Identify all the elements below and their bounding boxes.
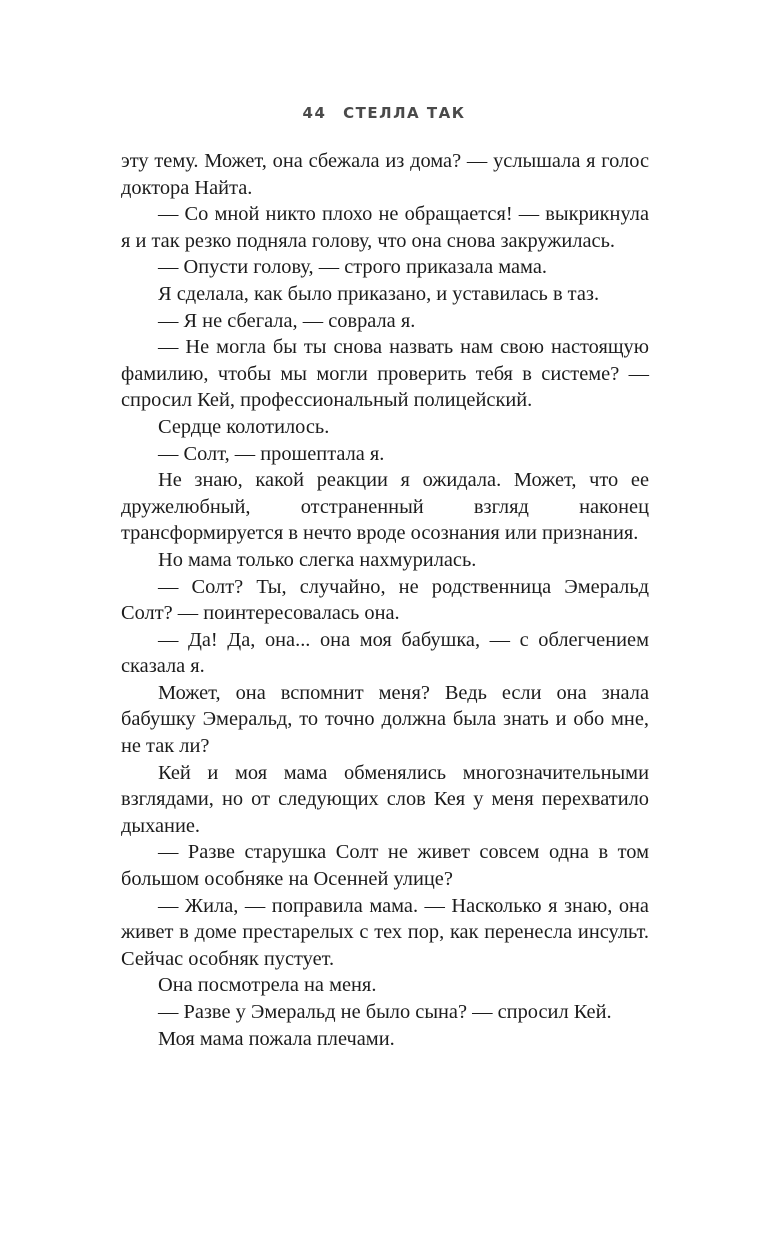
paragraph: — Солт, — прошептала я. bbox=[158, 442, 385, 465]
paragraph: Моя мама пожала плечами. bbox=[158, 1027, 395, 1050]
paragraph: — Да! Да, она... она моя бабушка, — с облегчением сказала я. bbox=[121, 628, 649, 678]
paragraph: Сердце колотилось. bbox=[158, 415, 330, 438]
body-text bbox=[121, 148, 649, 1052]
paragraph: Кей и моя мама обменялись многозначительными взглядами, но от следующих слов Кея у меня перехватило дыхание. bbox=[121, 761, 649, 837]
paragraph: — Я не сбегала, — соврала я. bbox=[158, 309, 416, 332]
paragraph: — Разве у Эмеральд не было сына? — спросил Кей. bbox=[158, 1001, 612, 1023]
paragraph: — Разве старушка Солт не живет совсем одна в том большом особняке на Осенней улице? bbox=[121, 841, 649, 891]
paragraph: — Не могла бы ты снова назвать нам свою настоящую фамилию, чтобы мы могли проверить тебя в системе? — спросил Кей, профессиональный полицейский. bbox=[121, 336, 649, 412]
paragraph: — Со мной никто плохо не обращается! — выкрикнула я и так резко подняла голову, что она снова закружилась. bbox=[121, 203, 649, 252]
paragraph: — Жила, — поправила мама. — Насколько я знаю, она живет в доме престарелых с тех пор, как перенесла инсульт. Сейчас особняк пустует. bbox=[121, 894, 649, 970]
paragraph: эту тему. Может, она сбежала из дома? — услышала я голос доктора Найта. bbox=[121, 150, 649, 199]
paragraph: Может, она вспомнит меня? Ведь если она знала бабушку Эмеральд, то точно должна была знать и обо мне, не так ли? bbox=[121, 681, 649, 758]
paragraph: Не знаю, какой реакции я ожидала. Может, что ее дружелюбный, отстраненный взгляд наконец трансформируется в нечто вроде осознания или признания. bbox=[121, 469, 649, 545]
paragraph: Я сделала, как было приказано, и уставилась в таз. bbox=[158, 282, 600, 305]
page-number: 44 bbox=[302, 104, 327, 122]
paragraph: — Солт? Ты, случайно, не родственница Эмеральд Солт? — поинтересовалась она. bbox=[121, 575, 649, 625]
author-name: СТЕЛЛА ТАК bbox=[343, 104, 466, 122]
paragraph: Она посмотрела на меня. bbox=[158, 974, 377, 997]
paragraph: Но мама только слегка нахмурилась. bbox=[158, 548, 477, 571]
paragraph: — Опусти голову, — строго приказала мама. bbox=[158, 256, 547, 279]
running-head bbox=[0, 104, 768, 122]
